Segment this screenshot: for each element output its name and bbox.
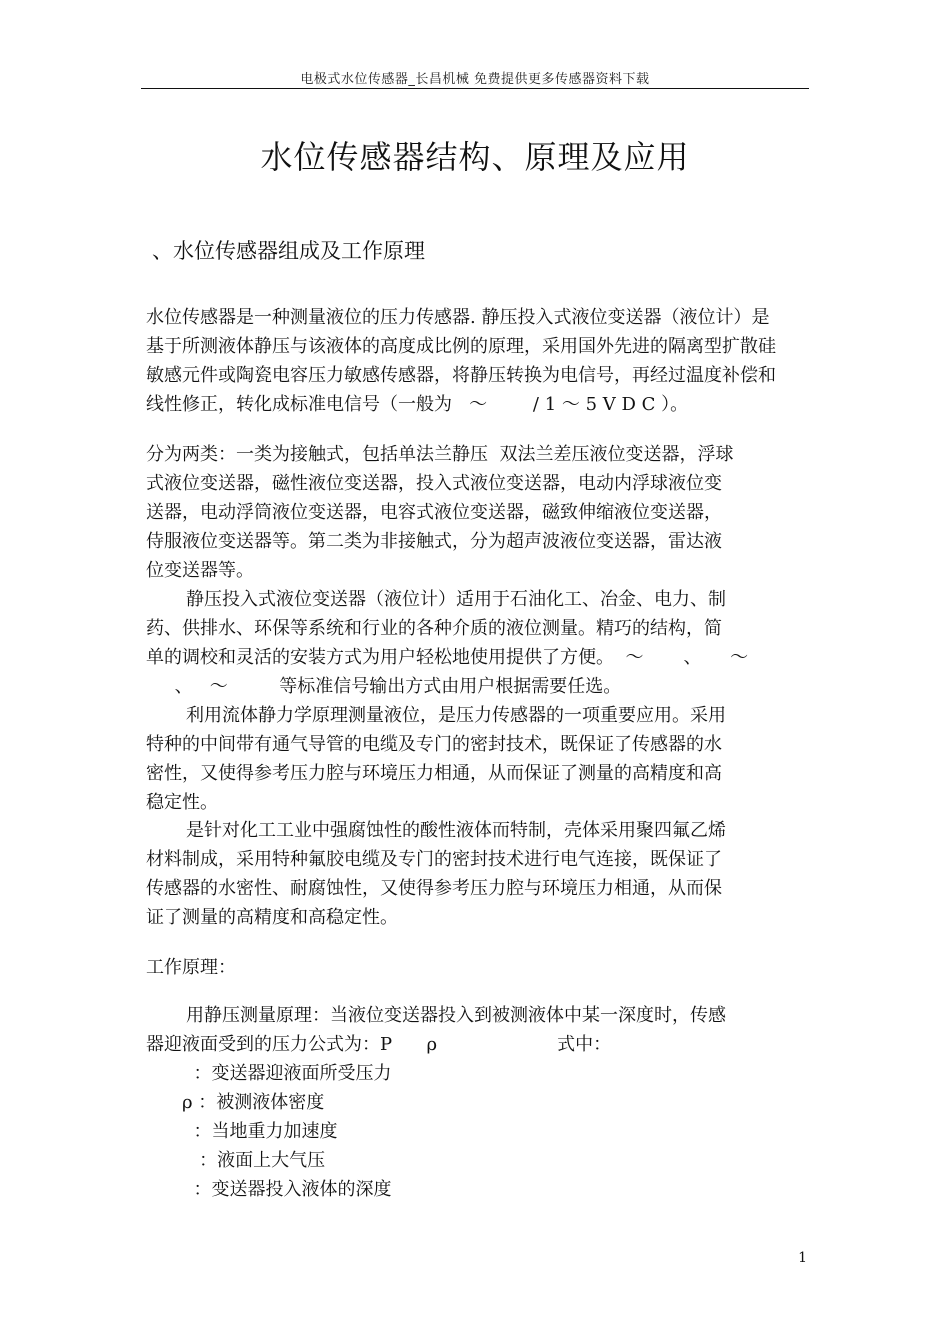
types-paragraph <box>146 440 810 585</box>
text-line: 材料制成，采用特种氟胶电缆及专门的密封技术进行电气连接，既保证了 <box>146 849 722 870</box>
definition-item: ：液面上大气压 <box>182 1150 326 1171</box>
text-line: 侍服液位变送器等。第二类为非接触式，分为超声波液位变送器，雷达液 <box>146 531 722 552</box>
definition-item: ρ ：被测液体密度 <box>182 1092 325 1113</box>
text-line: 单的调校和灵活的安装方式为用户轻松地使用提供了方便。 ～ 、 ～ <box>146 647 749 668</box>
formula-line: 器迎液面受到的压力公式为：P ρ 式中： <box>146 1034 612 1055</box>
text-line: 特种的中间带有通气导管的电缆及专门的密封技术，既保证了传感器的水 <box>146 734 722 755</box>
fluid-statics-paragraph <box>146 701 810 817</box>
text-line: 位变送器等。 <box>146 560 254 581</box>
text-line: 药、供排水、环保等系统和行业的各种介质的液位测量。精巧的结构，简 <box>146 618 722 639</box>
text-line: 传感器的水密性、耐腐蚀性，又使得参考压力腔与环境压力相通，从而保 <box>146 878 722 899</box>
text-line: 密性，又使得参考压力腔与环境压力相通，从而保证了测量的高精度和高 <box>146 763 722 784</box>
text-line: 线性修正，转化成标准电信号（一般为 ～ / 1 ～ 5 V D C ）。 <box>146 394 689 415</box>
principle-label: 工作原理： <box>146 957 236 978</box>
definition-item: ：变送器投入液体的深度 <box>182 1179 392 1200</box>
text-line: 稳定性。 <box>146 792 218 813</box>
text-line: 基于所测液体静压与该液体的高度成比例的原理，采用国外先进的隔离型扩散硅 <box>146 336 776 357</box>
text-line: 敏感元件或陶瓷电容压力敏感传感器，将静压转换为电信号，再经过温度补偿和 <box>146 365 776 386</box>
text-line: 、 ～ 等标准信号输出方式由用户根据需要任选。 <box>146 676 622 697</box>
text-line: 用静压测量原理：当液位变送器投入到被测液体中某一深度时，传感 <box>186 1005 726 1026</box>
text-line: 送器，电动浮筒液位变送器，电容式液位变送器，磁致伸缩液位变送器， <box>146 502 722 523</box>
text-line: 证了测量的高精度和高稳定性。 <box>146 907 398 928</box>
page-number: 1 <box>798 1250 807 1266</box>
text-line: 是针对化工工业中强腐蚀性的酸性液体而特制，壳体采用聚四氟乙烯 <box>186 820 726 841</box>
text-line: 利用流体静力学原理测量液位，是压力传感器的一项重要应用。采用 <box>186 705 726 726</box>
intro-paragraph <box>146 303 810 419</box>
variable-definitions <box>182 1059 391 1204</box>
principle-paragraph <box>146 1001 810 1059</box>
static-pressure-paragraph <box>146 585 810 701</box>
text-line: 分为两类：一类为接触式，包括单法兰静压 双法兰差压液位变送器，浮球 <box>146 444 734 465</box>
page-header: 电极式水位传感器_长昌机械 免费提供更多传感器资料下载 <box>300 72 650 87</box>
document-title: 水位传感器结构、原理及应用 <box>260 138 690 176</box>
text-line: 水位传感器是一种测量液位的压力传感器. 静压投入式液位变送器（液位计）是 <box>146 307 770 328</box>
definition-item: ：当地重力加速度 <box>182 1121 338 1142</box>
definition-item: ：变送器迎液面所受压力 <box>182 1063 392 1084</box>
header-rule <box>141 88 809 89</box>
text-line: 静压投入式液位变送器（液位计）适用于石油化工、冶金、电力、制 <box>186 589 726 610</box>
section-heading: 、水位传感器组成及工作原理 <box>152 239 425 263</box>
corrosion-paragraph <box>146 816 810 932</box>
text-line: 式液位变送器，磁性液位变送器，投入式液位变送器，电动内浮球液位变 <box>146 473 722 494</box>
